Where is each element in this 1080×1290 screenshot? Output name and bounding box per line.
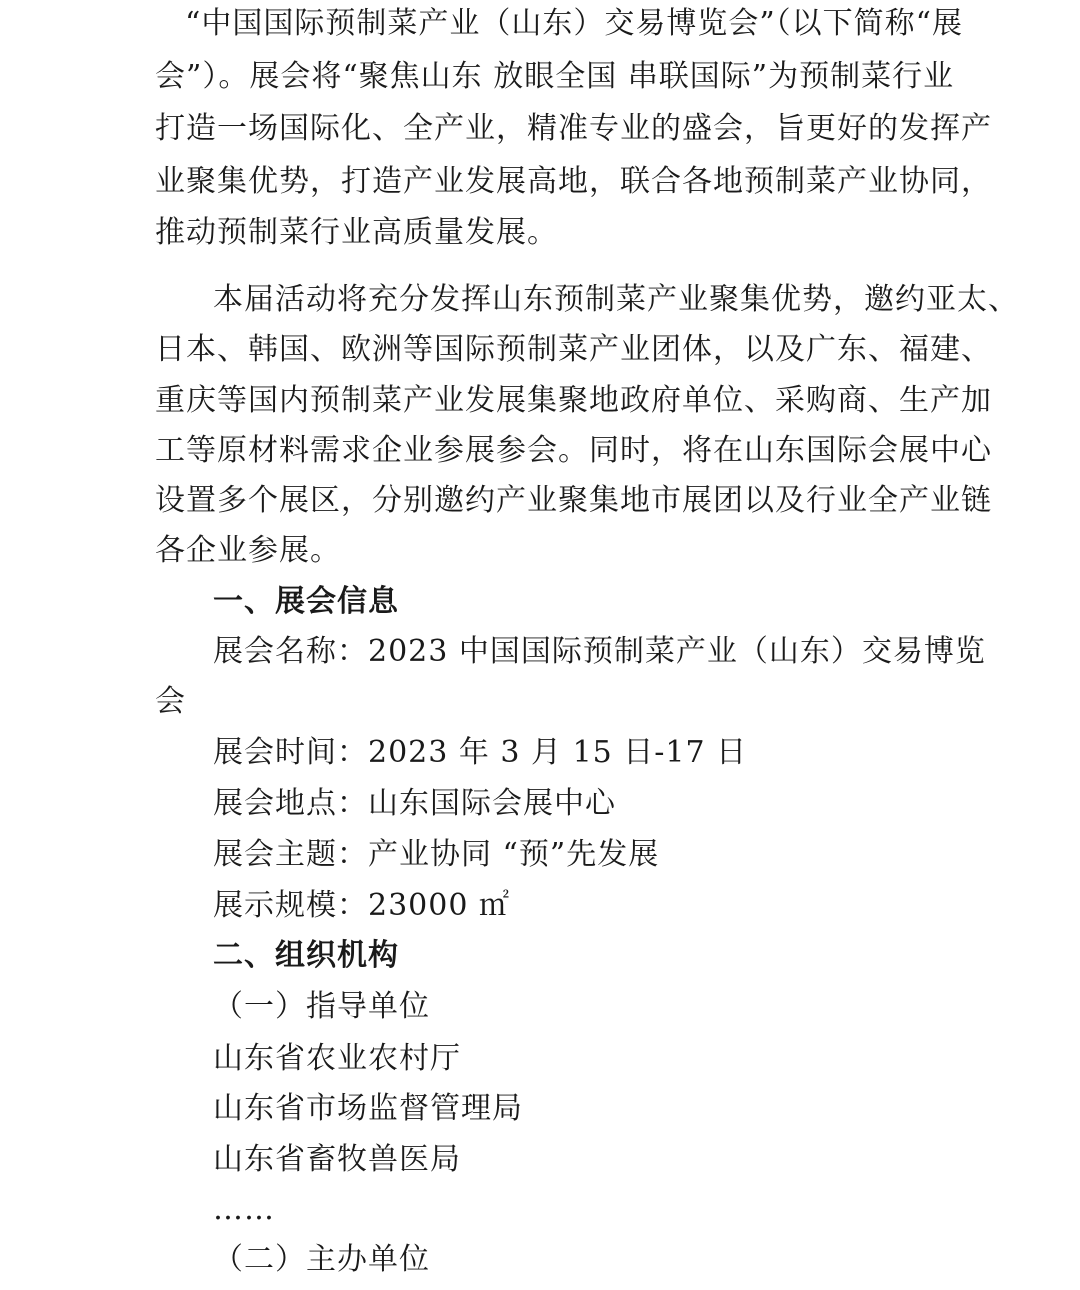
exhibition-name-line-1: 展会名称：2023 中国国际预制菜产业（山东）交易博览 [213, 634, 986, 669]
paragraph-1-line-4: 业聚集优势，打造产业发展高地，联合各地预制菜产业协同， [155, 164, 992, 199]
paragraph-2-line-5: 设置多个展区，分别邀约产业聚集地市展团以及行业全产业链 [155, 483, 992, 518]
exhibition-scale: 展示规模：23000 ㎡ [213, 888, 510, 923]
paragraph-2-line-6: 各企业参展。 [155, 533, 341, 568]
paragraph-2-line-2: 日本、韩国、欧洲等国际预制菜产业团体，以及广东、福建、 [155, 332, 992, 367]
section-2-heading: 二、组织机构 [213, 938, 399, 973]
paragraph-1-line-1: “中国国际预制菜产业（山东）交易博览会”（以下简称“展 [185, 6, 964, 41]
paragraph-1-line-5: 推动预制菜行业高质量发展。 [155, 215, 558, 250]
exhibition-time: 展会时间：2023 年 3 月 15 日-17 日 [213, 735, 748, 770]
ellipsis: …… [213, 1192, 275, 1227]
paragraph-2-line-3: 重庆等国内预制菜产业发展集聚地政府单位、采购商、生产加 [155, 383, 992, 418]
guiding-unit-item: 山东省畜牧兽医局 [213, 1142, 461, 1177]
organizer-subheading: （二）主办单位 [213, 1242, 430, 1277]
paragraph-1-line-2: 会”）。展会将“聚焦山东 放眼全国 串联国际”为预制菜行业 [155, 59, 955, 94]
exhibition-theme: 展会主题：产业协同 “预”先发展 [213, 837, 660, 872]
paragraph-2-line-1: 本届活动将充分发挥山东预制菜产业聚集优势，邀约亚太、 [213, 282, 1019, 317]
guiding-units-subheading: （一）指导单位 [213, 989, 430, 1024]
paragraph-2-line-4: 工等原材料需求企业参展参会。同时，将在山东国际会展中心 [155, 433, 992, 468]
guiding-unit-item: 山东省市场监督管理局 [213, 1091, 523, 1126]
exhibition-name-line-2: 会 [155, 684, 186, 719]
paragraph-1-line-3: 打造一场国际化、全产业，精准专业的盛会，旨更好的发挥产 [155, 111, 992, 146]
guiding-unit-item: 山东省农业农村厅 [213, 1041, 461, 1076]
exhibition-place: 展会地点：山东国际会展中心 [213, 786, 616, 821]
section-1-heading: 一、展会信息 [213, 584, 399, 619]
